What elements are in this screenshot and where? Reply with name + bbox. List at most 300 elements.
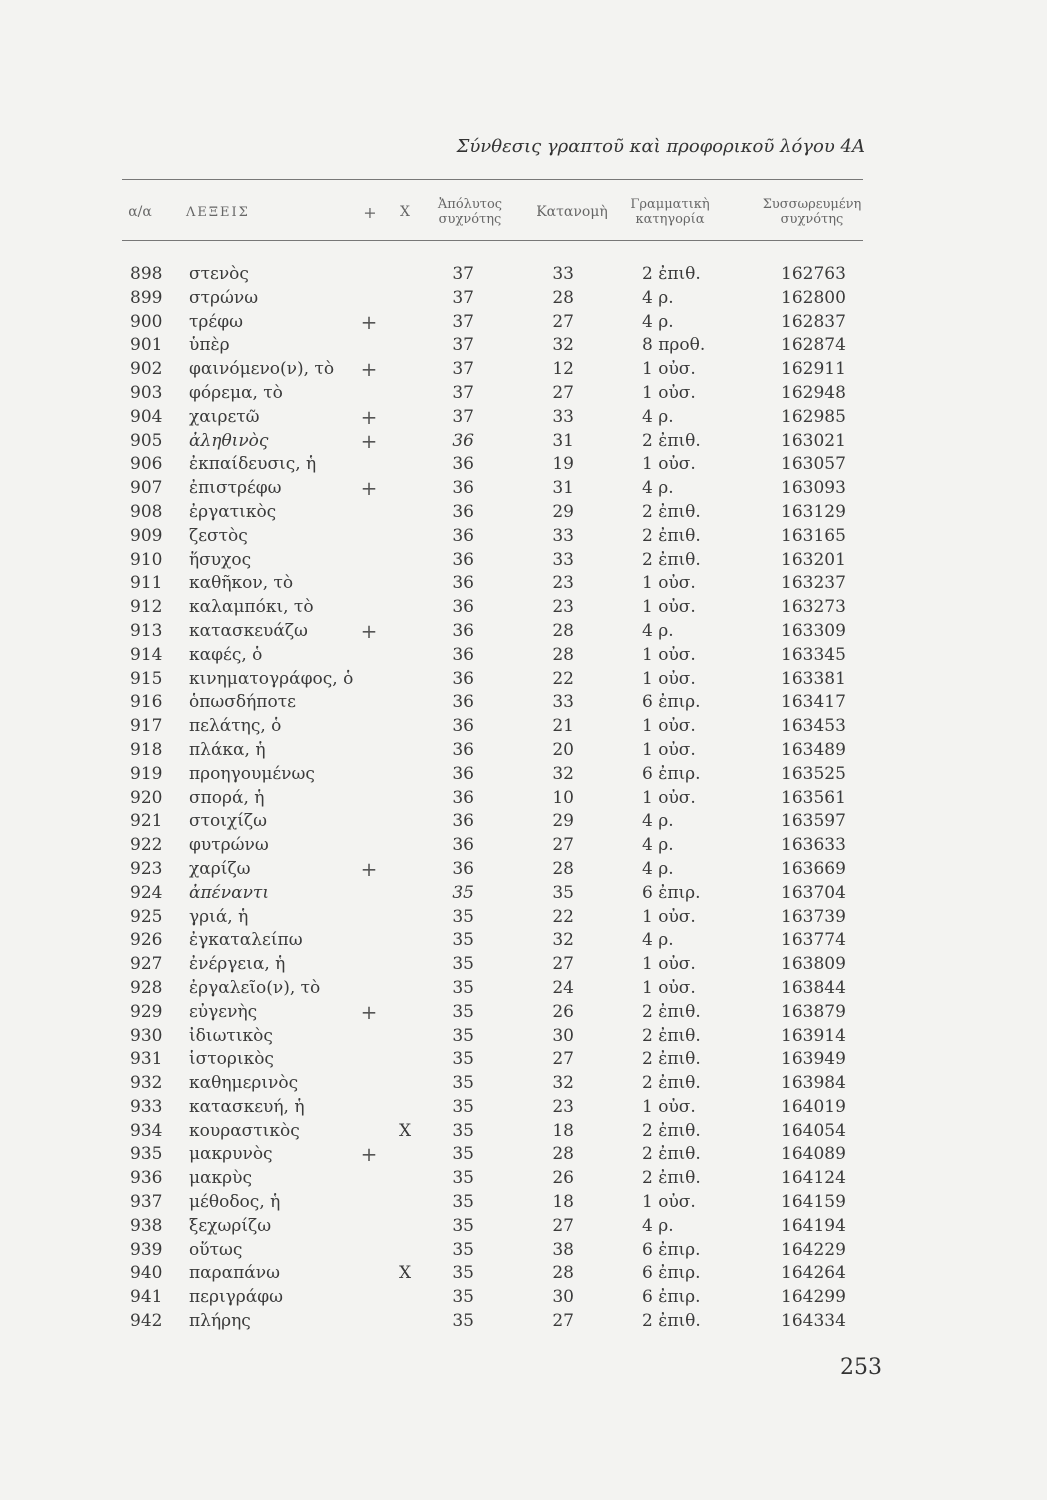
row-absolute-frequency: 36: [452, 430, 474, 451]
row-grammatical-category: 4 ρ.: [642, 406, 674, 427]
row-grammatical-category: 4 ρ.: [642, 858, 674, 879]
row-cumulative-frequency: 163561: [781, 787, 846, 808]
row-cumulative-frequency: 164019: [781, 1096, 846, 1117]
row-word: μακρυνὸς: [189, 1144, 273, 1165]
row-grammatical-category: 2 ἐπιθ.: [642, 1049, 701, 1070]
row-number: 942: [130, 1311, 163, 1332]
row-distribution: 28: [552, 858, 574, 879]
row-grammatical-category: 1 οὐσ.: [642, 787, 696, 808]
row-distribution: 28: [552, 1263, 574, 1284]
row-grammatical-category: 2 ἐπιθ.: [642, 1311, 701, 1332]
row-absolute-frequency: 37: [452, 382, 474, 403]
row-cumulative-frequency: 162911: [781, 359, 846, 380]
row-distribution: 23: [552, 1096, 574, 1117]
row-word: ἰδιωτικὸς: [189, 1025, 273, 1046]
row-number: 924: [130, 882, 163, 903]
row-number: 939: [130, 1239, 163, 1260]
row-distribution: 32: [552, 335, 574, 356]
col-header-plus: +: [363, 202, 377, 222]
row-distribution: 18: [552, 1192, 574, 1213]
col-header-grammatical-category: Γραμματικὴ κατηγορία: [630, 197, 710, 227]
row-word: ἀληθινὸς: [189, 430, 269, 451]
row-cumulative-frequency: 164264: [781, 1263, 846, 1284]
row-cumulative-frequency: 163129: [781, 501, 846, 522]
row-distribution: 31: [552, 430, 574, 451]
row-absolute-frequency: 36: [452, 597, 474, 618]
table-row: [0, 715, 1047, 739]
row-word: πλάκα, ἡ: [189, 739, 266, 760]
table-row: [0, 953, 1047, 977]
row-number: 925: [130, 906, 163, 927]
row-cumulative-frequency: 163381: [781, 668, 846, 689]
row-number: 922: [130, 835, 163, 856]
row-plus-mark: +: [360, 428, 378, 453]
row-word: στενὸς: [189, 264, 249, 284]
row-grammatical-category: 2 ἐπιθ.: [642, 1025, 701, 1046]
row-cumulative-frequency: 163273: [781, 597, 846, 618]
row-x-mark: Χ: [399, 1263, 412, 1284]
row-number: 909: [130, 525, 163, 546]
row-word: καθῆκον, τὸ: [189, 573, 294, 594]
table-row: [0, 572, 1047, 596]
row-word: κατασκευάζω: [189, 620, 308, 641]
row-number: 901: [130, 335, 163, 356]
col-header-distribution: Κατανομὴ: [536, 203, 608, 220]
row-word: ἐργατικὸς: [189, 501, 277, 522]
row-word: εὐγενὴς: [189, 1001, 258, 1022]
row-number: 933: [130, 1096, 163, 1117]
row-cumulative-frequency: 164089: [781, 1144, 846, 1165]
row-word: ἐκπαίδευσις, ἡ: [189, 454, 317, 475]
row-number: 920: [130, 787, 163, 808]
row-distribution: 27: [552, 835, 574, 856]
row-absolute-frequency: 36: [452, 478, 474, 499]
row-word: κουραστικὸς: [189, 1120, 300, 1141]
table-row: [0, 1286, 1047, 1310]
col-header-x: Χ: [400, 203, 410, 220]
row-absolute-frequency: 35: [452, 1096, 474, 1117]
row-distribution: 33: [552, 692, 574, 713]
row-cumulative-frequency: 163309: [781, 620, 846, 641]
table-row: [0, 549, 1047, 573]
row-grammatical-category: 4 ρ.: [642, 287, 674, 308]
row-word: καφές, ὁ: [189, 644, 263, 665]
table-row: [0, 906, 1047, 930]
row-distribution: 30: [552, 1287, 574, 1308]
row-absolute-frequency: 35: [452, 954, 474, 975]
row-grammatical-category: 1 οὐσ.: [642, 573, 696, 594]
row-word: πελάτης, ὁ: [189, 716, 282, 737]
table-row: [0, 977, 1047, 1001]
row-word: ἐργαλεῖο(ν), τὸ: [189, 977, 321, 998]
row-cumulative-frequency: 164194: [781, 1215, 846, 1236]
row-absolute-frequency: 35: [452, 1287, 474, 1308]
row-number: 899: [130, 287, 163, 308]
row-word: χαιρετῶ: [189, 406, 260, 427]
row-plus-mark: +: [360, 309, 378, 334]
row-grammatical-category: 2 ἐπιθ.: [642, 264, 701, 284]
row-number: 936: [130, 1168, 163, 1189]
row-absolute-frequency: 36: [452, 739, 474, 760]
row-number: 913: [130, 620, 163, 641]
row-distribution: 19: [552, 454, 574, 475]
row-distribution: 27: [552, 382, 574, 403]
row-x-mark: Χ: [399, 1120, 412, 1141]
row-number: 906: [130, 454, 163, 475]
row-word: ἐπιστρέφω: [189, 478, 282, 499]
row-number: 898: [130, 264, 163, 284]
row-cumulative-frequency: 163525: [781, 763, 846, 784]
row-grammatical-category: 2 ἐπιθ.: [642, 1168, 701, 1189]
row-grammatical-category: 2 ἐπιθ.: [642, 501, 701, 522]
table-row: [0, 1120, 1047, 1144]
row-plus-mark: +: [360, 476, 378, 501]
row-grammatical-category: 1 οὐσ.: [642, 906, 696, 927]
row-grammatical-category: 6 ἐπιρ.: [642, 692, 701, 713]
row-distribution: 32: [552, 1073, 574, 1094]
row-plus-mark: +: [360, 404, 378, 429]
row-absolute-frequency: 35: [452, 1049, 474, 1070]
row-distribution: 32: [552, 930, 574, 951]
row-distribution: 35: [552, 882, 574, 903]
row-grammatical-category: 4 ρ.: [642, 930, 674, 951]
row-word: ξεχωρίζω: [189, 1215, 272, 1236]
row-cumulative-frequency: 163879: [781, 1001, 846, 1022]
row-grammatical-category: 1 οὐσ.: [642, 454, 696, 475]
row-cumulative-frequency: 163345: [781, 644, 846, 665]
row-distribution: 32: [552, 763, 574, 784]
row-cumulative-frequency: 163201: [781, 549, 846, 570]
row-distribution: 10: [552, 787, 574, 808]
row-cumulative-frequency: 164159: [781, 1192, 846, 1213]
row-cumulative-frequency: 163489: [781, 739, 846, 760]
row-absolute-frequency: 35: [452, 1001, 474, 1022]
table-row: [0, 834, 1047, 858]
running-head: Σύνθεσις γραπτοῦ καὶ προφορικοῦ λόγου 4Α: [456, 136, 865, 157]
table-row: [0, 501, 1047, 525]
row-cumulative-frequency: 163844: [781, 977, 846, 998]
row-distribution: 22: [552, 668, 574, 689]
row-number: 929: [130, 1001, 163, 1022]
row-number: 937: [130, 1192, 163, 1213]
row-word: κατασκευή, ἡ: [189, 1096, 305, 1117]
table-row: [0, 1025, 1047, 1049]
col-header-cumulative-frequency: Συσσωρευμένη συχνότης: [762, 197, 862, 227]
table-row: [0, 1048, 1047, 1072]
row-grammatical-category: 6 ἐπιρ.: [642, 1239, 701, 1260]
table-row: [0, 858, 1047, 882]
row-cumulative-frequency: 163093: [781, 478, 846, 499]
row-grammatical-category: 6 ἐπιρ.: [642, 882, 701, 903]
row-distribution: 27: [552, 1311, 574, 1332]
row-distribution: 27: [552, 311, 574, 332]
table-row: [0, 311, 1047, 335]
row-number: 908: [130, 501, 163, 522]
table-row: [0, 382, 1047, 406]
row-number: 931: [130, 1049, 163, 1070]
row-absolute-frequency: 36: [452, 501, 474, 522]
row-word: σπορά, ἡ: [189, 787, 265, 808]
row-distribution: 28: [552, 1144, 574, 1165]
row-cumulative-frequency: 163809: [781, 954, 846, 975]
row-grammatical-category: 1 οὐσ.: [642, 359, 696, 380]
table-row: [0, 1001, 1047, 1025]
row-absolute-frequency: 35: [452, 1168, 474, 1189]
row-grammatical-category: 1 οὐσ.: [642, 668, 696, 689]
row-cumulative-frequency: 162837: [781, 311, 846, 332]
row-cumulative-frequency: 163057: [781, 454, 846, 475]
row-cumulative-frequency: 163984: [781, 1073, 846, 1094]
row-number: 938: [130, 1215, 163, 1236]
row-distribution: 23: [552, 597, 574, 618]
row-number: 900: [130, 311, 163, 332]
row-absolute-frequency: 35: [452, 906, 474, 927]
row-word: φαινόμενο(ν), τὸ: [189, 359, 335, 380]
table-row: [0, 453, 1047, 477]
row-number: 930: [130, 1025, 163, 1046]
table-row: [0, 596, 1047, 620]
row-grammatical-category: 8 προθ.: [642, 335, 706, 356]
row-absolute-frequency: 36: [452, 716, 474, 737]
row-distribution: 33: [552, 264, 574, 284]
row-cumulative-frequency: 163597: [781, 811, 846, 832]
table-row: [0, 1215, 1047, 1239]
row-cumulative-frequency: 162800: [781, 287, 846, 308]
row-number: 932: [130, 1073, 163, 1094]
table-row: [0, 668, 1047, 692]
row-grammatical-category: 2 ἐπιθ.: [642, 525, 701, 546]
row-number: 923: [130, 858, 163, 879]
row-absolute-frequency: 35: [452, 882, 474, 903]
table-row: [0, 430, 1047, 454]
row-cumulative-frequency: 163417: [781, 692, 846, 713]
row-word: ἱστορικὸς: [189, 1049, 274, 1070]
table-row: [0, 525, 1047, 549]
table-row: [0, 763, 1047, 787]
row-number: 934: [130, 1120, 163, 1141]
row-number: 940: [130, 1263, 163, 1284]
row-cumulative-frequency: 163453: [781, 716, 846, 737]
table-row: [0, 406, 1047, 430]
table-row: [0, 620, 1047, 644]
row-word: ὁπωσδήποτε: [189, 692, 296, 713]
row-word: ἀπέναντι: [189, 882, 269, 903]
row-absolute-frequency: 35: [452, 1144, 474, 1165]
row-absolute-frequency: 37: [452, 406, 474, 427]
row-word: τρέφω: [189, 311, 243, 332]
table-row: [0, 1262, 1047, 1286]
table-row: [0, 1310, 1047, 1334]
row-absolute-frequency: 36: [452, 573, 474, 594]
row-absolute-frequency: 35: [452, 1192, 474, 1213]
row-number: 917: [130, 716, 163, 737]
row-absolute-frequency: 37: [452, 359, 474, 380]
row-cumulative-frequency: 164054: [781, 1120, 846, 1141]
row-distribution: 28: [552, 287, 574, 308]
row-word: ὑπὲρ: [189, 335, 230, 356]
header-top-rule: [122, 179, 863, 180]
row-number: 912: [130, 597, 163, 618]
row-word: οὕτως: [189, 1239, 243, 1260]
row-cumulative-frequency: 163739: [781, 906, 846, 927]
row-number: 903: [130, 382, 163, 403]
row-grammatical-category: 6 ἐπιρ.: [642, 1263, 701, 1284]
row-absolute-frequency: 35: [452, 1311, 474, 1332]
row-grammatical-category: 1 οὐσ.: [642, 1192, 696, 1213]
row-number: 935: [130, 1144, 163, 1165]
row-word: γριά, ἡ: [189, 906, 249, 927]
row-number: 926: [130, 930, 163, 951]
row-cumulative-frequency: 163633: [781, 835, 846, 856]
row-grammatical-category: 1 οὐσ.: [642, 977, 696, 998]
row-word: καθημερινὸς: [189, 1073, 299, 1094]
table-row: [0, 1191, 1047, 1215]
row-grammatical-category: 1 οὐσ.: [642, 597, 696, 618]
row-word: παραπάνω: [189, 1263, 280, 1284]
row-grammatical-category: 1 οὐσ.: [642, 739, 696, 760]
row-word: φυτρώνω: [189, 835, 269, 856]
row-distribution: 33: [552, 406, 574, 427]
row-number: 907: [130, 478, 163, 499]
row-plus-mark: +: [360, 618, 378, 643]
row-distribution: 33: [552, 525, 574, 546]
row-grammatical-category: 2 ἐπιθ.: [642, 1144, 701, 1165]
row-number: 915: [130, 668, 163, 689]
row-absolute-frequency: 36: [452, 644, 474, 665]
row-distribution: 18: [552, 1120, 574, 1141]
table-row: [0, 929, 1047, 953]
row-word: ἥσυχος: [189, 549, 252, 570]
row-absolute-frequency: 36: [452, 668, 474, 689]
row-distribution: 38: [552, 1239, 574, 1260]
row-plus-mark: +: [360, 999, 378, 1024]
row-word: ἐνέργεια, ἡ: [189, 954, 286, 975]
row-number: 928: [130, 977, 163, 998]
row-cumulative-frequency: 162874: [781, 335, 846, 356]
row-distribution: 27: [552, 954, 574, 975]
row-absolute-frequency: 36: [452, 835, 474, 856]
row-number: 927: [130, 954, 163, 975]
row-number: 910: [130, 549, 163, 570]
row-number: 905: [130, 430, 163, 451]
row-distribution: 30: [552, 1025, 574, 1046]
row-grammatical-category: 1 οὐσ.: [642, 954, 696, 975]
row-grammatical-category: 2 ἐπιθ.: [642, 430, 701, 451]
row-grammatical-category: 2 ἐπιθ.: [642, 549, 701, 570]
row-absolute-frequency: 37: [452, 311, 474, 332]
row-cumulative-frequency: 162985: [781, 406, 846, 427]
row-absolute-frequency: 36: [452, 692, 474, 713]
row-number: 916: [130, 692, 163, 713]
table-row: [0, 644, 1047, 668]
row-plus-mark: +: [360, 357, 378, 382]
row-absolute-frequency: 36: [452, 525, 474, 546]
row-absolute-frequency: 36: [452, 858, 474, 879]
row-cumulative-frequency: 163021: [781, 430, 846, 451]
row-grammatical-category: 4 ρ.: [642, 311, 674, 332]
row-grammatical-category: 1 οὐσ.: [642, 382, 696, 403]
row-cumulative-frequency: 163949: [781, 1049, 846, 1070]
table-row: [0, 739, 1047, 763]
row-number: 911: [130, 573, 163, 594]
table-row: [0, 1143, 1047, 1167]
row-number: 918: [130, 739, 163, 760]
table-row: [0, 477, 1047, 501]
row-cumulative-frequency: 163237: [781, 573, 846, 594]
row-cumulative-frequency: 162763: [781, 264, 846, 284]
table-row: [0, 358, 1047, 382]
row-absolute-frequency: 36: [452, 811, 474, 832]
row-grammatical-category: 4 ρ.: [642, 811, 674, 832]
row-distribution: 27: [552, 1215, 574, 1236]
row-cumulative-frequency: 163914: [781, 1025, 846, 1046]
row-word: ζεστὸς: [189, 525, 248, 546]
header-bottom-rule: [122, 240, 863, 241]
table-row: [0, 1239, 1047, 1263]
row-cumulative-frequency: 164334: [781, 1311, 846, 1332]
row-word: προηγουμένως: [189, 763, 315, 784]
row-absolute-frequency: 37: [452, 335, 474, 356]
row-cumulative-frequency: 163774: [781, 930, 846, 951]
row-plus-mark: +: [360, 856, 378, 881]
row-word: στρώνω: [189, 287, 259, 308]
row-grammatical-category: 2 ἐπιθ.: [642, 1120, 701, 1141]
row-number: 941: [130, 1287, 163, 1308]
row-word: κινηματογράφος, ὁ: [189, 668, 354, 689]
row-absolute-frequency: 37: [452, 264, 474, 284]
row-absolute-frequency: 36: [452, 454, 474, 475]
row-absolute-frequency: 35: [452, 930, 474, 951]
row-word: περιγράφω: [189, 1287, 284, 1308]
row-distribution: 22: [552, 906, 574, 927]
table-row: [0, 1096, 1047, 1120]
row-number: 904: [130, 406, 163, 427]
row-grammatical-category: 6 ἐπιρ.: [642, 763, 701, 784]
table-row: [0, 882, 1047, 906]
row-grammatical-category: 4 ρ.: [642, 478, 674, 499]
row-word: στοιχίζω: [189, 811, 267, 832]
row-distribution: 29: [552, 811, 574, 832]
col-header-words: ΛΕΞΕΙΣ: [186, 204, 250, 220]
row-absolute-frequency: 35: [452, 1215, 474, 1236]
row-cumulative-frequency: 163669: [781, 858, 846, 879]
row-absolute-frequency: 35: [452, 1263, 474, 1284]
row-distribution: 21: [552, 716, 574, 737]
row-cumulative-frequency: 164299: [781, 1287, 846, 1308]
row-absolute-frequency: 35: [452, 1239, 474, 1260]
row-distribution: 29: [552, 501, 574, 522]
row-grammatical-category: 1 οὐσ.: [642, 716, 696, 737]
row-distribution: 27: [552, 1049, 574, 1070]
table-row: [0, 810, 1047, 834]
row-distribution: 31: [552, 478, 574, 499]
row-distribution: 28: [552, 620, 574, 641]
row-cumulative-frequency: 162948: [781, 382, 846, 403]
row-absolute-frequency: 36: [452, 763, 474, 784]
row-word: μέθοδος, ἡ: [189, 1192, 281, 1213]
row-absolute-frequency: 36: [452, 620, 474, 641]
row-word: καλαμπόκι, τὸ: [189, 597, 314, 618]
row-number: 902: [130, 359, 163, 380]
row-cumulative-frequency: 164229: [781, 1239, 846, 1260]
row-plus-mark: +: [360, 1142, 378, 1167]
col-header-number: α/α: [128, 203, 152, 220]
row-grammatical-category: 6 ἐπιρ.: [642, 1287, 701, 1308]
row-distribution: 24: [552, 977, 574, 998]
row-absolute-frequency: 36: [452, 787, 474, 808]
page-number: 253: [840, 1355, 882, 1380]
row-grammatical-category: 4 ρ.: [642, 1215, 674, 1236]
